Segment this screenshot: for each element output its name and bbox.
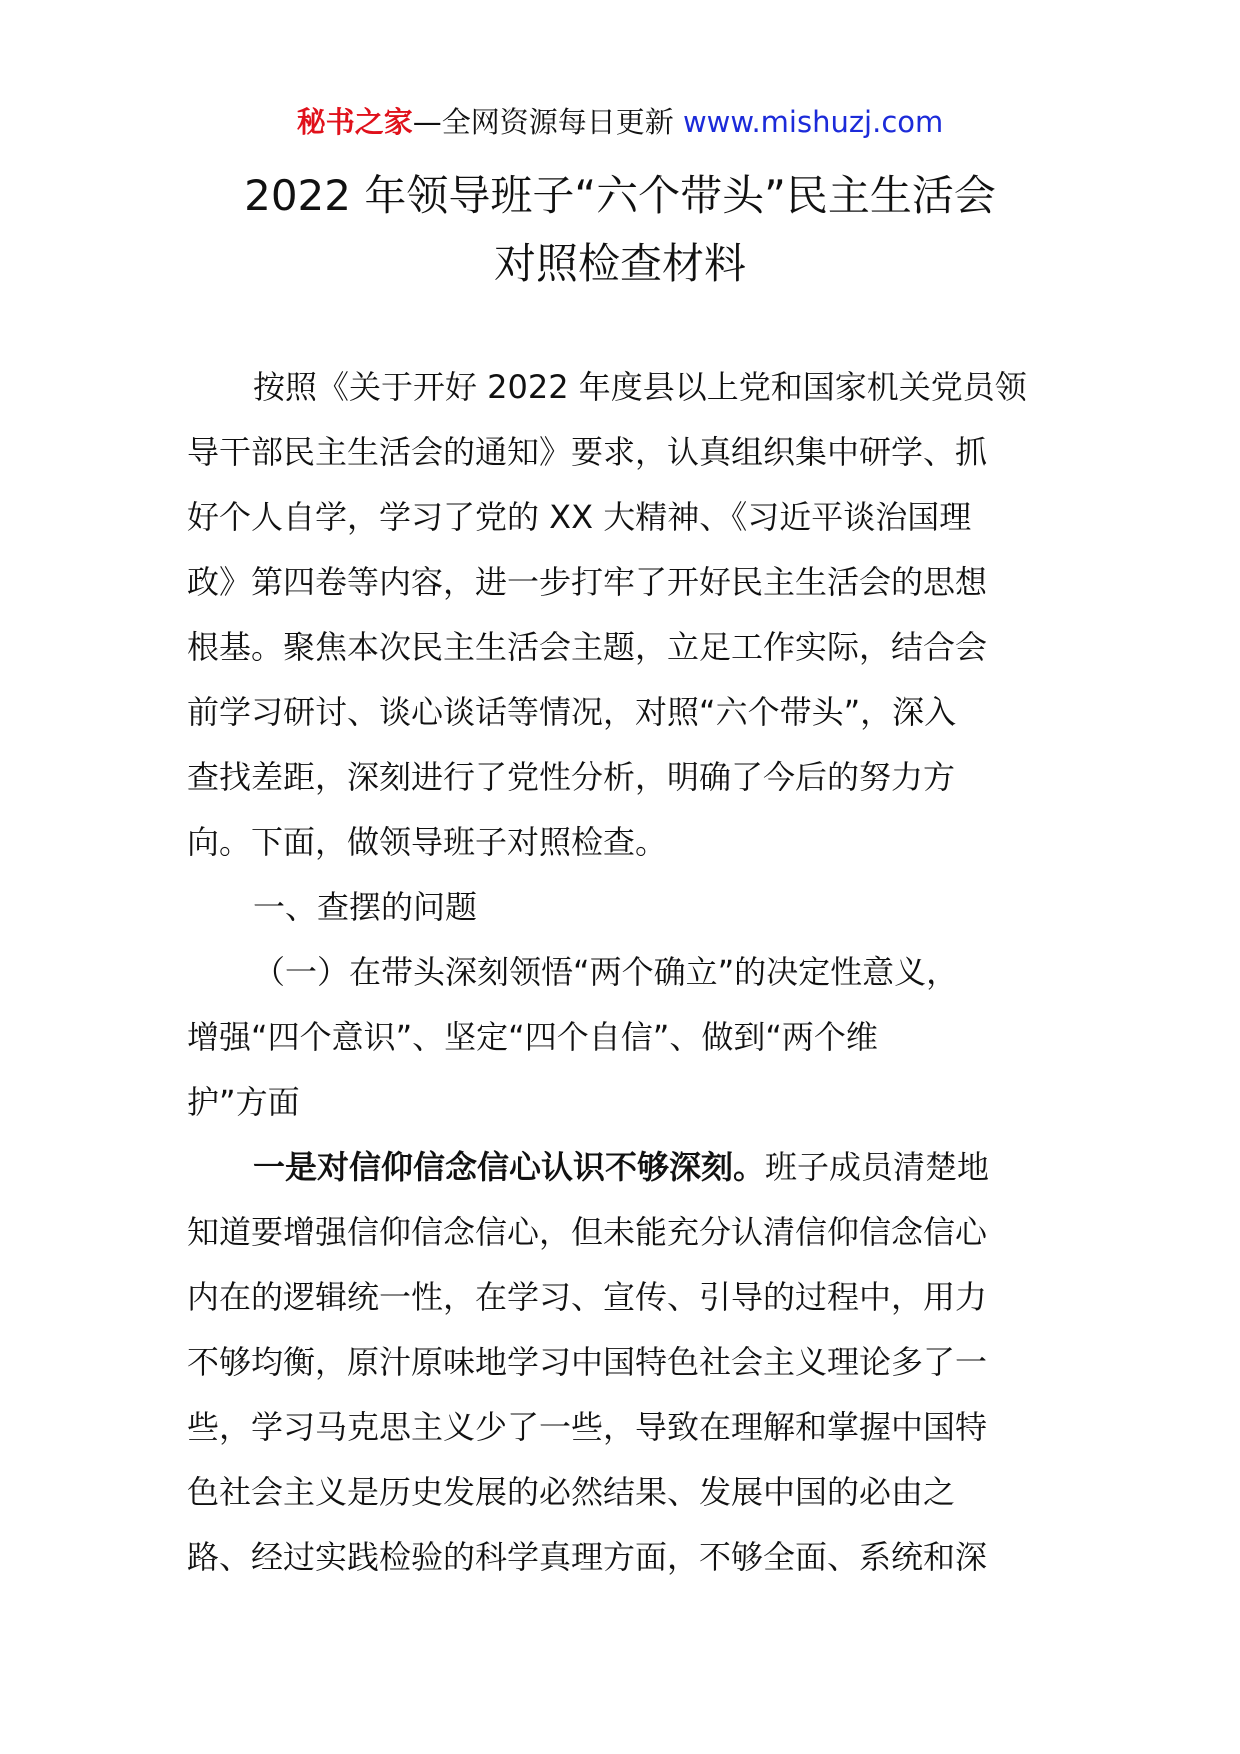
intro-line: 前学习研讨、谈心谈话等情况，对照“六个带头”，深入 (187, 693, 957, 731)
point-line: 内在的逻辑统一性，在学习、宣传、引导的过程中，用力 (187, 1278, 988, 1316)
document-title (0, 162, 1240, 298)
title-line-2: 对照检查材料 (493, 239, 746, 288)
subsection-line: （一）在带头深刻领悟“两个确立”的决定性意义， (253, 953, 959, 991)
point-line: 知道要增强信仰信念信心，但未能充分认清信仰信念信心 (187, 1213, 988, 1251)
document-body (187, 355, 1055, 1590)
intro-line: 查找差距，深刻进行了党性分析，明确了今后的努力方 (187, 758, 956, 796)
intro-line: 好个人自学，学习了党的 XX 大精神、《习近平谈治国理 (187, 498, 972, 536)
point-lead: 一是对信仰信念信心认识不够深刻。 (253, 1148, 766, 1186)
intro-line: 政》第四卷等内容，进一步打牢了开好民主生活会的思想 (187, 563, 988, 601)
section-heading: 一、查摆的问题 (253, 888, 478, 926)
intro-line: 向。下面，做领导班子对照检查。 (187, 823, 668, 861)
intro-line: 根基。聚焦本次民主生活会主题，立足工作实际，结合会 (187, 628, 988, 666)
point-line: 不够均衡，原汁原味地学习中国特色社会主义理论多了一 (187, 1343, 988, 1381)
brand-name: 秘书之家 (296, 105, 413, 139)
point-line: 些，学习马克思主义少了一些，导致在理解和掌握中国特 (187, 1408, 988, 1446)
site-header (0, 100, 1240, 144)
point-first-line (187, 1135, 1055, 1200)
site-url[interactable]: www.mishuzj.com (682, 105, 944, 139)
intro-line: 按照《关于开好 2022 年度县以上党和国家机关党员领 (253, 368, 1027, 406)
site-tagline: —全网资源每日更新 (412, 105, 683, 139)
point-line: 路、经过实践检验的科学真理方面，不够全面、系统和深 (187, 1538, 988, 1576)
point-line: 色社会主义是历史发展的必然结果、发展中国的必由之 (187, 1473, 956, 1511)
point-first-rest: 班子成员清楚地 (765, 1148, 990, 1186)
subsection-line: 增强“四个意识”、坚定“四个自信”、做到“两个维 (187, 1018, 878, 1056)
intro-line: 导干部民主生活会的通知》要求，认真组织集中研学、抓 (187, 433, 988, 471)
title-line-1: 2022 年领导班子“六个带头”民主生活会 (244, 171, 996, 220)
subsection-line: 护”方面 (187, 1083, 300, 1121)
